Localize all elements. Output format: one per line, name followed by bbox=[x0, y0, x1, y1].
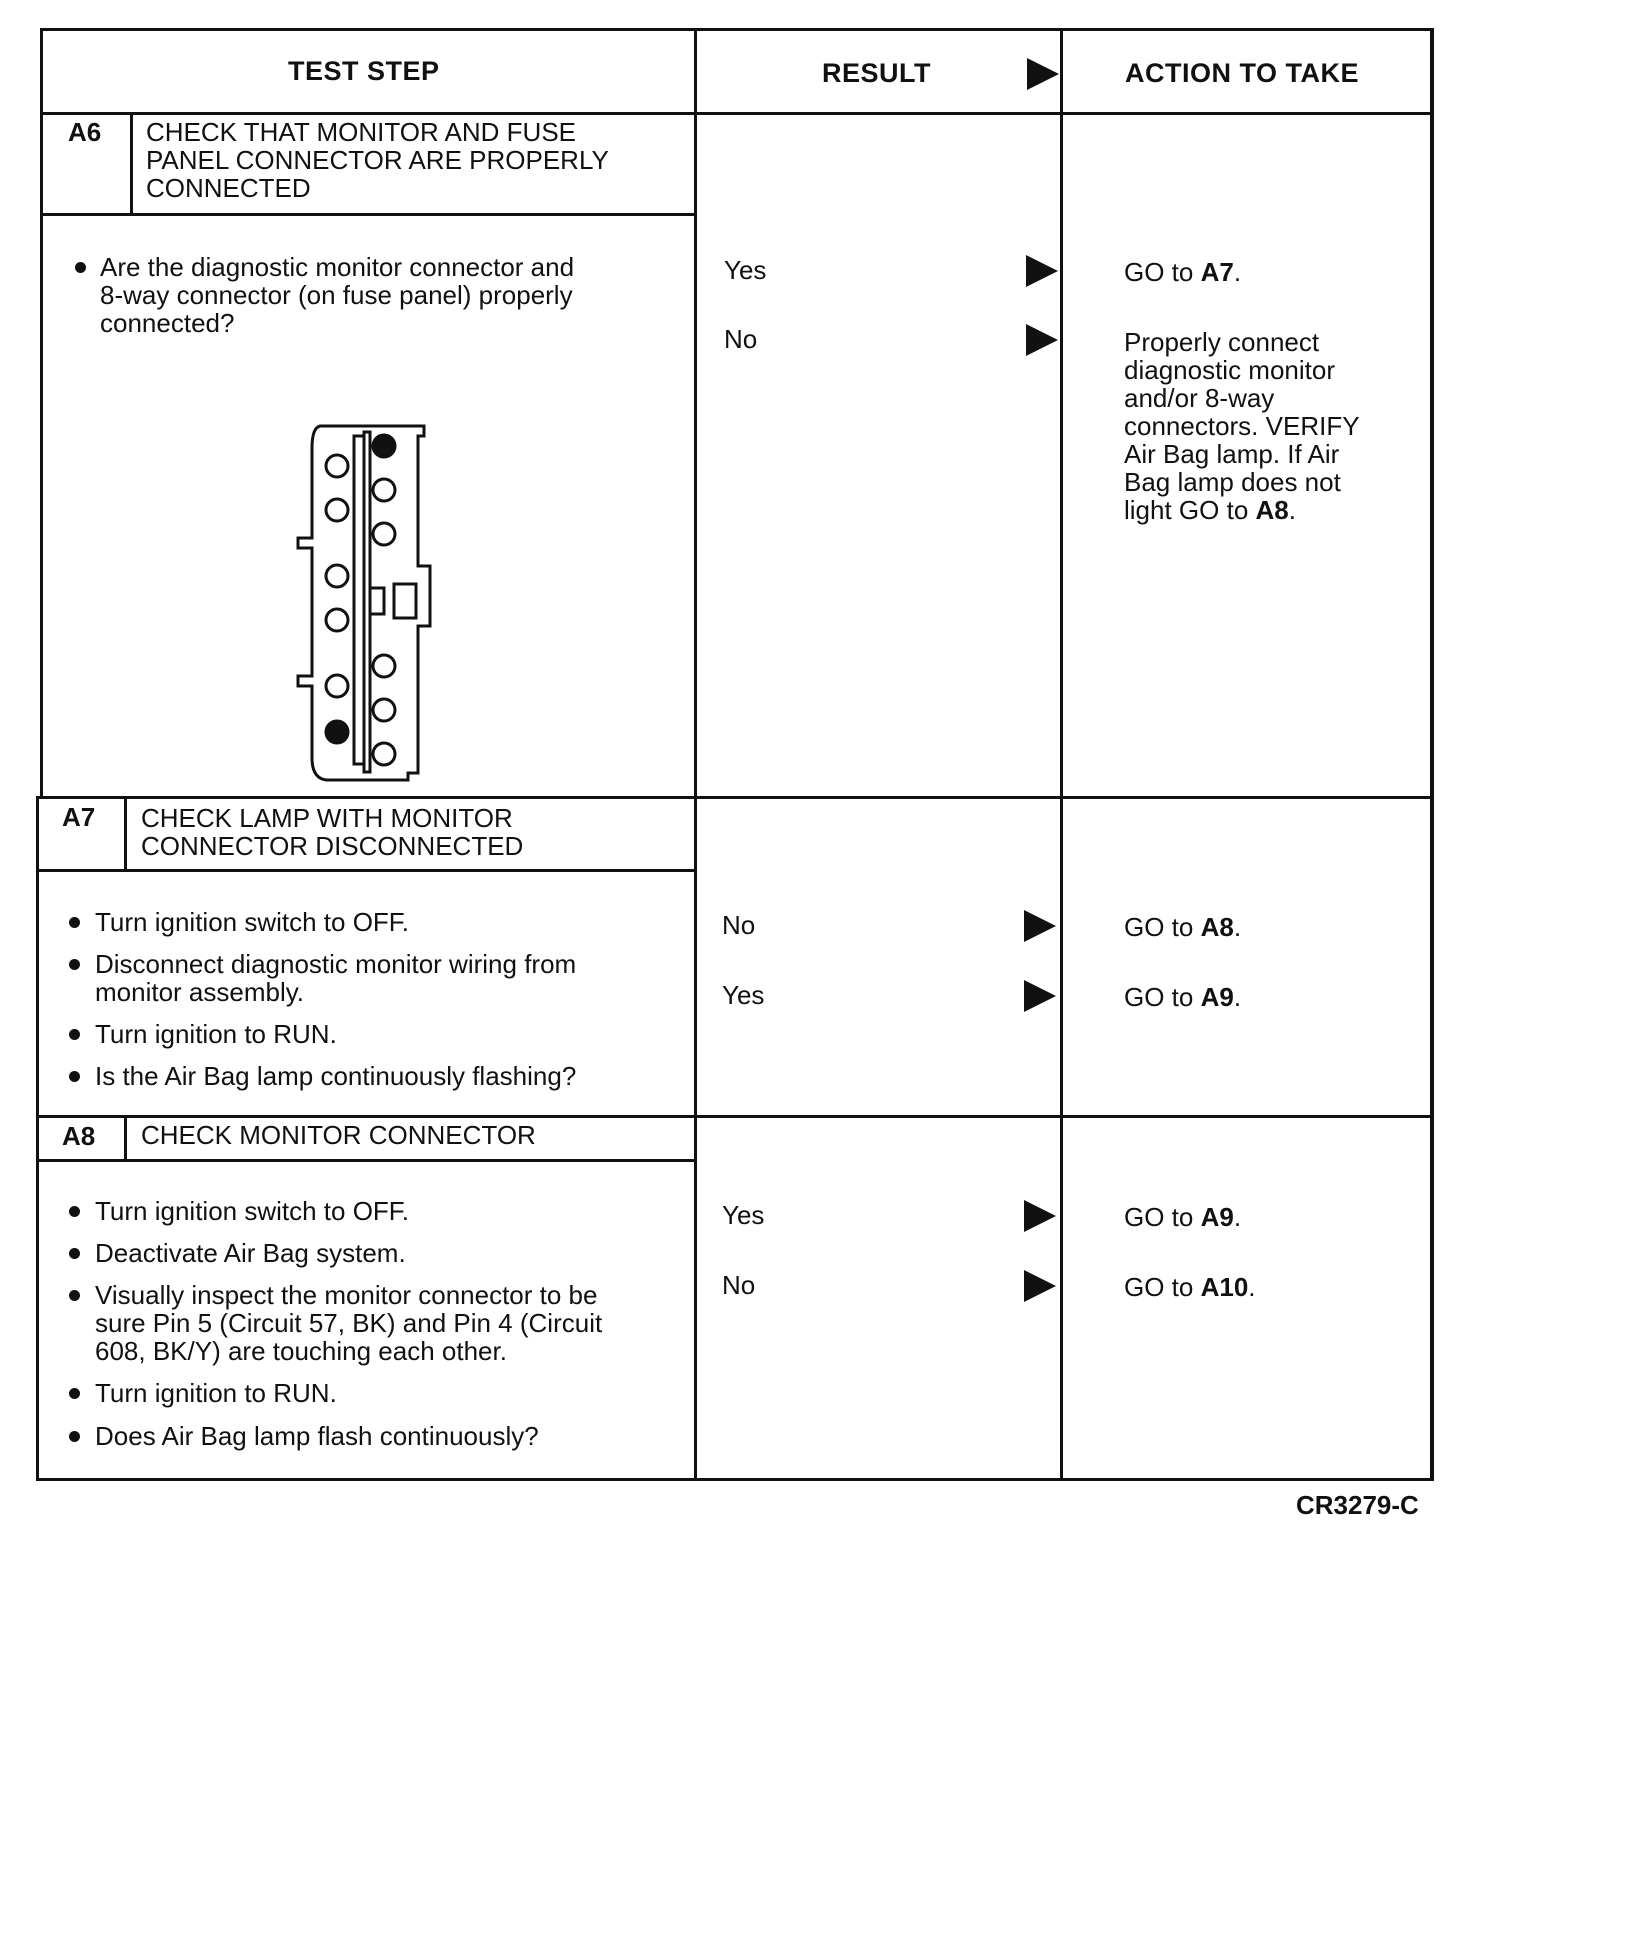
step-a6-title: CHECK THAT MONITOR AND FUSE PANEL CONNECTOR ARE PROPERLY CONNECTED bbox=[146, 117, 609, 203]
step-a6-action-no: Properly connect diagnostic monitor and/or 8-way connectors. VERIFY Air Bag lamp. If Air Bag lamp does not light GO to A8. bbox=[1124, 327, 1360, 525]
bullet-icon bbox=[69, 1029, 80, 1040]
bullet-icon bbox=[69, 1290, 80, 1301]
header-result: RESULT bbox=[822, 58, 931, 88]
step-a7-id: A7 bbox=[62, 802, 96, 832]
step-a7-title: CHECK LAMP WITH MONITOR CONNECTOR DISCONNECTED bbox=[141, 803, 524, 861]
step-a7-action-yes: GO to A9. bbox=[1124, 982, 1242, 1012]
header-arrow-icon bbox=[1027, 58, 1059, 90]
step-a7-instruction-2: Disconnect diagnostic monitor wiring from monitor assembly. bbox=[95, 949, 577, 1007]
header-test-step: TEST STEP bbox=[288, 56, 440, 86]
step-a8-id: A8 bbox=[62, 1121, 96, 1151]
connector-diagram bbox=[290, 418, 450, 788]
step-a6-result-yes: Yes bbox=[724, 255, 767, 285]
step-a6-id: A6 bbox=[68, 117, 102, 147]
step-a8-result-yes: Yes bbox=[722, 1200, 765, 1230]
step-a6-action-yes: GO to A7. bbox=[1124, 257, 1242, 287]
header-action: ACTION TO TAKE bbox=[1125, 58, 1359, 88]
result-arrow-icon bbox=[1024, 1270, 1056, 1302]
bullet-icon bbox=[69, 1206, 80, 1217]
step-a8-result-no: No bbox=[722, 1270, 756, 1300]
bullet-icon bbox=[69, 917, 80, 928]
step-a7-instruction-1: Turn ignition switch to OFF. bbox=[95, 907, 410, 937]
bullet-icon bbox=[69, 1248, 80, 1259]
step-a7-instruction-3: Turn ignition to RUN. bbox=[95, 1019, 337, 1049]
step-a8-instruction-3: Visually inspect the monitor connector to be sure Pin 5 (Circuit 57, BK) and Pin 4 (Circuit 608, BK/Y) are touching each other. bbox=[95, 1280, 603, 1366]
figure-code: CR3279-C bbox=[1296, 1490, 1419, 1520]
step-a8-action-yes: GO to A9. bbox=[1124, 1202, 1242, 1232]
step-a8-instruction-5: Does Air Bag lamp flash continuously? bbox=[95, 1421, 539, 1451]
bullet-icon bbox=[69, 1388, 80, 1399]
step-a8-title: CHECK MONITOR CONNECTOR bbox=[141, 1120, 536, 1150]
result-arrow-icon bbox=[1024, 980, 1056, 1012]
bullet-icon bbox=[69, 1071, 80, 1082]
bullet-icon bbox=[69, 1431, 80, 1442]
step-a8-action-no: GO to A10. bbox=[1124, 1272, 1256, 1302]
step-a8-instruction-4: Turn ignition to RUN. bbox=[95, 1378, 337, 1408]
bullet-icon bbox=[75, 262, 86, 273]
step-a6-result-no: No bbox=[724, 324, 758, 354]
step-a8-instruction-2: Deactivate Air Bag system. bbox=[95, 1238, 406, 1268]
result-arrow-icon bbox=[1026, 255, 1058, 287]
step-a7-result-no: No bbox=[722, 910, 756, 940]
step-a6-instruction: Are the diagnostic monitor connector and 8-way connector (on fuse panel) properly connected? bbox=[100, 252, 575, 338]
result-arrow-icon bbox=[1024, 1200, 1056, 1232]
step-a8-instruction-1: Turn ignition switch to OFF. bbox=[95, 1196, 410, 1226]
result-arrow-icon bbox=[1024, 910, 1056, 942]
bullet-icon bbox=[69, 959, 80, 970]
step-a7-action-no: GO to A8. bbox=[1124, 912, 1242, 942]
result-arrow-icon bbox=[1026, 324, 1058, 356]
step-a7-result-yes: Yes bbox=[722, 980, 765, 1010]
step-a7-instruction-4: Is the Air Bag lamp continuously flashing? bbox=[95, 1061, 577, 1091]
